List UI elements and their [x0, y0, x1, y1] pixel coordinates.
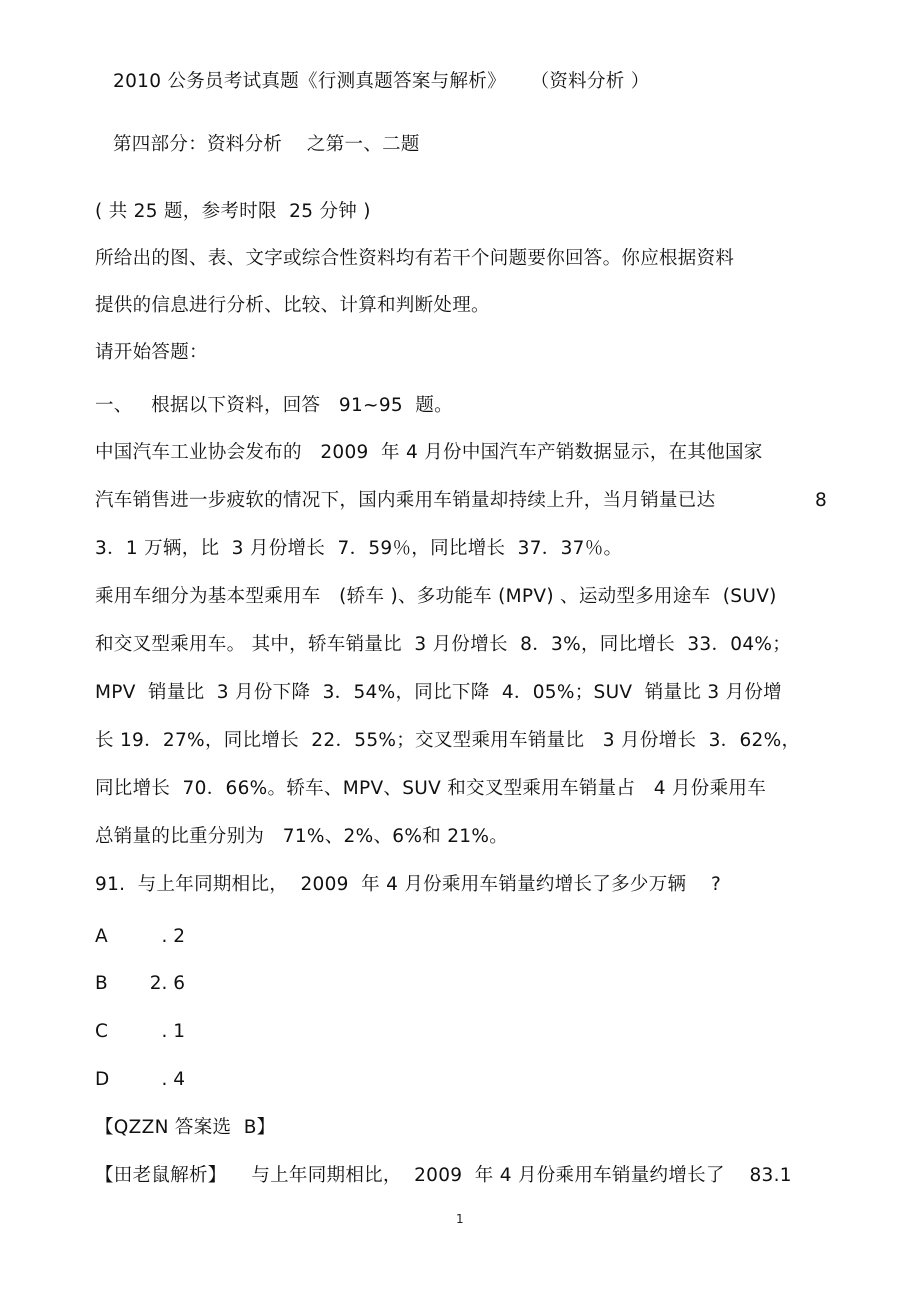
document-title: 2010 公务员考试真题《行测真题答案与解析》 （资料分析 ） [113, 71, 650, 92]
option-value: . 4 [161, 1069, 185, 1090]
option-b [95, 972, 185, 996]
option-a [95, 925, 185, 949]
option-letter: C [95, 1021, 108, 1042]
option-value: . 1 [161, 1021, 185, 1042]
answer-line: 【QZZN 答案选 B】 [95, 1117, 276, 1138]
analysis-line: 【田老鼠解析】 与上年同期相比， 2009 年 4 月份乘用车销量约增长了 83.1 [95, 1165, 792, 1186]
passage-line: MPV 销量比 3 月份下降 3．54%，同比下降 4．05%；SUV 销量比 3 月份增 [95, 682, 782, 703]
passage-line: 长 19．27%，同比增长 22．55%；交叉型乘用车销量比 3 月份增长 3．62%， [95, 730, 801, 751]
instruction-line: 请开始答题： [95, 342, 208, 363]
option-letter: A [95, 926, 108, 947]
option-c [95, 1020, 185, 1044]
question-text: 91. 与上年同期相比， 2009 年 4 月份乘用车销量约增长了多少万辆 ? [95, 874, 722, 895]
passage-line: 乘用车细分为基本型乘用车 (轿车 )、多功能车 (MPV) 、运动型多用途车 (SUV) [95, 586, 777, 607]
option-value: 2. 6 [149, 973, 185, 994]
passage-line: 和交叉型乘用车。 其中，轿车销量比 3 月份增长 8．3%，同比增长 33．04%； [95, 634, 792, 655]
instruction-line: 提供的信息进行分析、比较、计算和判断处理。 [95, 295, 490, 316]
passage-line: 同比增长 70．66%。轿车、MPV、SUV 和交叉型乘用车销量占 4 月份乘用车 [95, 778, 767, 799]
instruction-line: ( 共 25 题，参考时限 25 分钟 ) [95, 201, 371, 222]
instruction-line: 所给出的图、表、文字或综合性资料均有若干个问题要你回答。你应根据资料 [95, 248, 735, 269]
option-d [95, 1068, 185, 1092]
passage-line: 总销量的比重分别为 71%、2%、6%和 21%。 [95, 826, 509, 847]
page-number: 1 [456, 1212, 464, 1226]
section-heading: 第四部分：资料分析 之第一、二题 [113, 134, 420, 155]
passage-line: 中国汽车工业协会发布的 2009 年 4 月份中国汽车产销数据显示，在其他国家 [95, 442, 763, 463]
passage-line: 汽车销售进一步疲软的情况下，国内乘用车销量却持续上升，当月销量已达 [95, 490, 716, 511]
passage-line: 3．1 万辆，比 3 月份增长 7．59％，同比增长 37．37％。 [95, 538, 623, 559]
passage-wrap-digit: 8 [815, 490, 827, 511]
option-value: . 2 [161, 926, 185, 947]
part-heading: 一、 根据以下资料，回答 91~95 题。 [95, 395, 453, 416]
option-letter: D [95, 1069, 110, 1090]
option-letter: B [95, 973, 108, 994]
